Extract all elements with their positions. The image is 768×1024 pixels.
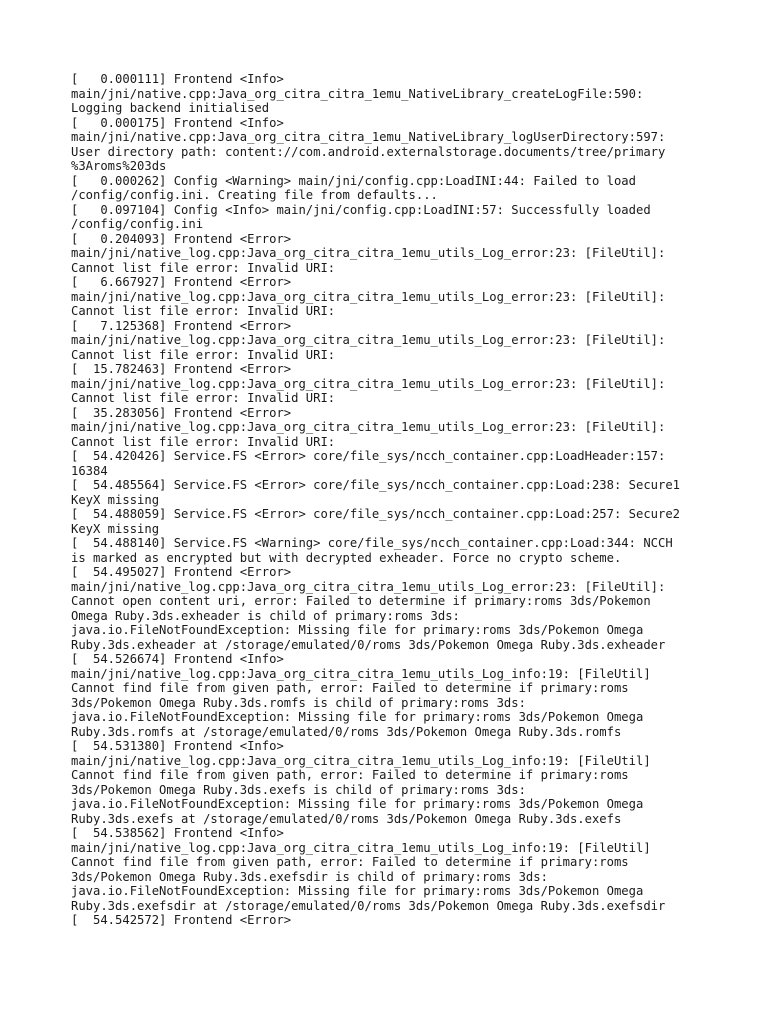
log-line: Ruby.3ds.exefs at /storage/emulated/0/roms 3ds/Pokemon Omega Ruby.3ds.exefs	[71, 811, 622, 826]
log-line: Ruby.3ds.exheader at /storage/emulated/0/roms 3ds/Pokemon Omega Ruby.3ds.exheader	[71, 637, 666, 652]
log-line: [ 54.531380] Frontend <Info>	[71, 739, 284, 753]
log-line: [ 54.495027] Frontend <Error>	[71, 565, 292, 579]
log-line: [ 54.526674] Frontend <Info>	[71, 652, 284, 666]
log-line: [ 6.667927] Frontend <Error>	[71, 275, 292, 289]
log-line: [ 54.488140] Service.FS <Warning> core/file_sys/ncch_container.cpp:Load:344: NCCH	[71, 536, 673, 550]
log-line: /config/config.ini	[71, 217, 204, 231]
log-line: java.io.FileNotFoundException: Missing file for primary:roms 3ds/Pokemon Omega	[71, 797, 644, 811]
log-line: main/jni/native_log.cpp:Java_org_citra_citra_1emu_utils_Log_error:23: [FileUtil]:	[71, 289, 666, 304]
log-line: 16384	[71, 463, 108, 478]
log-line: 3ds/Pokemon Omega Ruby.3ds.exefsdir is child of primary:roms 3ds:	[71, 869, 548, 884]
log-line: main/jni/native.cpp:Java_org_citra_citra_1emu_NativeLibrary_logUserDirectory:597:	[71, 130, 666, 144]
log-line: Cannot list file error: Invalid URI:	[71, 304, 336, 318]
log-line: Omega Ruby.3ds.exheader is child of primary:roms 3ds:	[71, 608, 460, 623]
log-line: [ 0.000175] Frontend <Info>	[71, 115, 284, 130]
log-line: is marked as encrypted but with decrypted exheader. Force no crypto scheme.	[71, 550, 622, 565]
log-line: [ 0.097104] Config <Info> main/jni/config.cpp:LoadINI:57: Successfully loaded	[71, 202, 651, 217]
log-line: main/jni/native_log.cpp:Java_org_citra_citra_1emu_utils_Log_error:23: [FileUtil]:	[71, 333, 666, 347]
log-line: [ 54.488059] Service.FS <Error> core/file_sys/ncch_container.cpp:Load:257: Secure2	[71, 507, 681, 521]
log-line: 3ds/Pokemon Omega Ruby.3ds.romfs is child of primary:roms 3ds:	[71, 695, 526, 710]
log-line: KeyX missing	[71, 492, 160, 507]
log-line: [ 0.204093] Frontend <Error>	[71, 231, 292, 246]
log-line: /config/config.ini. Creating file from defaults...	[71, 188, 438, 202]
log-line: Cannot find file from given path, error: Failed to determine if primary:roms	[71, 855, 629, 869]
log-line: main/jni/native_log.cpp:Java_org_citra_citra_1emu_utils_Log_info:19: [FileUtil]	[71, 753, 651, 768]
log-text-block	[71, 72, 768, 928]
log-line: User directory path: content://com.android.externalstorage.documents/tree/primary	[71, 144, 666, 159]
log-line: Logging backend initialised	[71, 101, 270, 115]
log-line: Cannot find file from given path, error: Failed to determine if primary:roms	[71, 681, 629, 695]
log-line: Cannot find file from given path, error: Failed to determine if primary:roms	[71, 768, 629, 782]
log-line: [ 54.420426] Service.FS <Error> core/file_sys/ncch_container.cpp:LoadHeader:157:	[71, 449, 666, 463]
log-line: main/jni/native_log.cpp:Java_org_citra_citra_1emu_utils_Log_error:23: [FileUtil]:	[71, 376, 666, 391]
log-line: Cannot list file error: Invalid URI:	[71, 391, 336, 405]
log-line: main/jni/native_log.cpp:Java_org_citra_citra_1emu_utils_Log_error:23: [FileUtil]:	[71, 420, 666, 434]
log-line: main/jni/native_log.cpp:Java_org_citra_citra_1emu_utils_Log_error:23: [FileUtil]:	[71, 246, 666, 260]
log-line: main/jni/native_log.cpp:Java_org_citra_citra_1emu_utils_Log_info:19: [FileUtil]	[71, 840, 651, 855]
log-line: Cannot list file error: Invalid URI:	[71, 347, 336, 362]
log-line: main/jni/native_log.cpp:Java_org_citra_citra_1emu_utils_Log_info:19: [FileUtil]	[71, 666, 651, 681]
log-line: main/jni/native_log.cpp:Java_org_citra_citra_1emu_utils_Log_error:23: [FileUtil]:	[71, 579, 666, 594]
log-line: [ 54.542572] Frontend <Error>	[71, 913, 292, 927]
log-line: Ruby.3ds.exefsdir at /storage/emulated/0/roms 3ds/Pokemon Omega Ruby.3ds.exefsdir	[71, 898, 666, 913]
log-line: [ 54.538562] Frontend <Info>	[71, 826, 284, 840]
log-line: Cannot open content uri, error: Failed to determine if primary:roms 3ds/Pokemon	[71, 594, 651, 608]
log-line: Cannot list file error: Invalid URI:	[71, 434, 336, 449]
log-line: [ 15.782463] Frontend <Error>	[71, 362, 292, 376]
log-line: [ 7.125368] Frontend <Error>	[71, 318, 292, 333]
log-line: [ 54.485564] Service.FS <Error> core/file_sys/ncch_container.cpp:Load:238: Secure1	[71, 478, 681, 492]
log-line: 3ds/Pokemon Omega Ruby.3ds.exefs is child of primary:roms 3ds:	[71, 782, 526, 797]
log-line: Ruby.3ds.romfs at /storage/emulated/0/roms 3ds/Pokemon Omega Ruby.3ds.romfs	[71, 724, 622, 739]
log-line: [ 35.283056] Frontend <Error>	[71, 405, 292, 420]
log-line: KeyX missing	[71, 521, 160, 536]
log-line: java.io.FileNotFoundException: Missing file for primary:roms 3ds/Pokemon Omega	[71, 623, 644, 637]
log-line: [ 0.000262] Config <Warning> main/jni/config.cpp:LoadINI:44: Failed to load	[71, 173, 636, 188]
log-line: [ 0.000111] Frontend <Info>	[71, 72, 284, 86]
log-line: main/jni/native.cpp:Java_org_citra_citra_1emu_NativeLibrary_createLogFile:590:	[71, 86, 644, 101]
log-line: java.io.FileNotFoundException: Missing file for primary:roms 3ds/Pokemon Omega	[71, 884, 644, 898]
log-line: Cannot list file error: Invalid URI:	[71, 260, 336, 275]
log-line: %3Aroms%203ds	[71, 159, 167, 173]
log-line: java.io.FileNotFoundException: Missing file for primary:roms 3ds/Pokemon Omega	[71, 710, 644, 724]
